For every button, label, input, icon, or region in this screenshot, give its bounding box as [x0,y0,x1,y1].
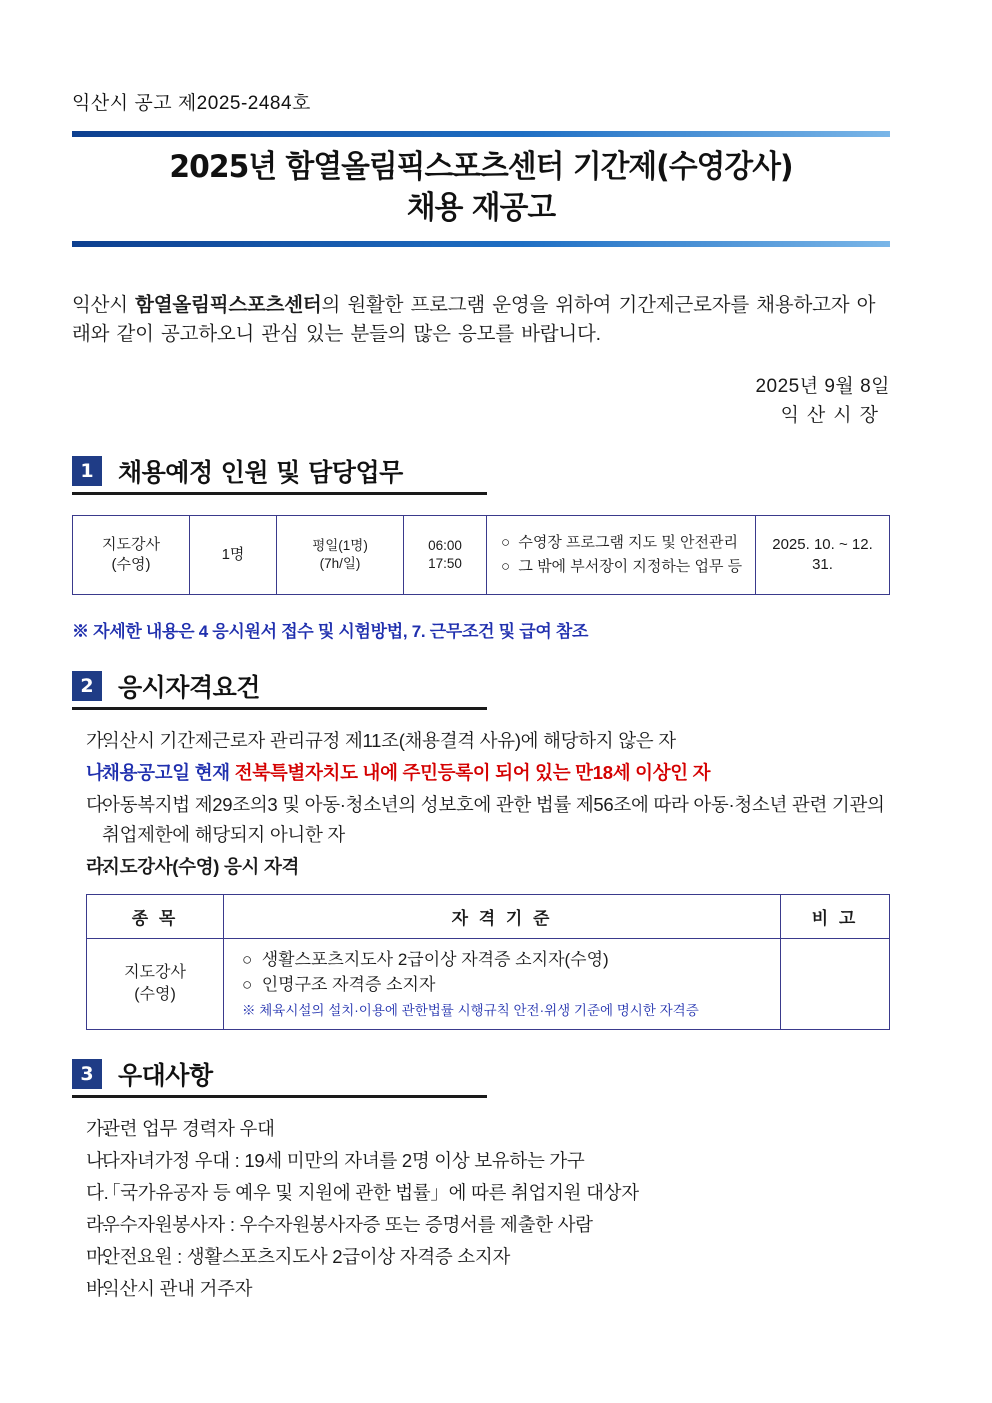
section-number-1: 1 [72,456,102,486]
intro-text-part1: 익산시 [72,293,136,316]
criteria-item: ○ 생활스포츠지도사 2급이상 자격증 소지자(수영) [242,949,609,969]
table-header-row [87,894,890,938]
criteria-item: ○ 인명구조 자격증 소지자 [242,975,436,995]
section-number-2: 2 [72,671,102,701]
document-number: 익산시 공고 제2025-2484호 [72,93,311,114]
intro-text-part2: 의 원활한 프로그램 운영을 위하여 기간제근로자를 채용하고자 아래와 같이 공고하오니 관심 있는 분들의 많은 응모를 바랍니다. [72,293,876,346]
section-title-1: 채용예정 인원 및 담당업무 [118,458,403,488]
list-item: 바. 익산시 관내 거주자 [86,1277,253,1299]
section-title-3: 우대사항 [118,1060,213,1090]
list-item: 나. 다자녀가정 우대 : 19세 미만의 자녀를 2명 이상 보유하는 가구 [86,1149,585,1171]
list-item: 라. 우수자원봉사자 : 우수자원봉사자증 또는 증명서를 제출한 사람 [86,1213,593,1235]
list-item: 다. 아동복지법 제29조의3 및 아동·청소년의 성보호에 관한 법률 제56조에 따라 아동·청소년 관련 기관의 취업제한에 해당되지 아니한 자 [86,793,885,845]
cell-period: 2025. 10. ~ 12. 31. [756,516,890,595]
section-heading-1 [72,453,487,495]
section-title-2: 응시자격요건 [118,672,260,702]
list-item: 나. 채용공고일 현재 전북특별자치도 내에 주민등록이 되어 있는 만18세 이상인 자 [86,761,711,783]
section-heading-2 [72,668,487,710]
section1-note: ※ 자세한 내용은 4 응시원서 접수 및 시험방법, 7. 근무조건 및 급여 참조 [72,621,589,641]
issue-date: 2025년 9월 8일 [755,376,890,398]
cell-remark [781,938,890,1029]
table-row [87,938,890,1029]
duty-item: ○ 그 밖에 부서장이 지정하는 업무 등 [501,557,743,575]
preference-list [72,1114,890,1304]
issuer-name: 익산시장 [780,405,886,427]
recruitment-table [72,515,890,595]
duty-item: ○ 수영장 프로그램 지도 및 안전관리 [501,534,738,552]
criteria-note: ※ 체육시설의 설치·이용에 관한법률 시행규칙 안전·위생 기준에 명시한 자격증 [242,1002,699,1018]
section-heading-3 [72,1056,487,1098]
page-title-line2: 채용 재공고 [406,189,556,226]
col-header-criteria: 자 격 기 준 [224,894,781,938]
col-header-category: 종 목 [87,894,224,938]
cell-schedule: 평일(1명) (7h/일) [277,516,404,595]
list-item: 다. 「국가유공자 등 예우 및 지원에 관한 법률」에 따른 취업지원 대상자 [86,1181,639,1203]
cell-criteria [224,938,781,1029]
intro-facility-name: 함열올림픽스포츠센터 [135,293,322,316]
page-title-line1: 2025년 함열올림픽스포츠센터 기간제(수영강사) [169,149,793,185]
table-row [73,516,890,595]
qualification-criteria-table [86,894,890,1030]
cell-headcount: 1명 [190,516,277,595]
document-body [72,0,890,1306]
list-item: 가. 익산시 기간제근로자 관리규정 제11조(채용결격 사유)에 해당하지 않은 자 [86,729,676,751]
cell-duties [487,516,756,595]
list-item: 라. 지도강사(수영) 응시 자격 [86,855,300,877]
list-item: 가. 관련 업무 경력자 우대 [86,1117,275,1139]
qualification-residency-prefix: 채용공고일 현재 [102,761,235,783]
cell-category: 지도강사 (수영) [87,938,224,1029]
title-block [72,131,890,247]
qualification-residency-highlight: 전북특별자치도 내에 주민등록이 되어 있는 만18세 이상인 자 [234,761,711,783]
section-number-3: 3 [72,1059,102,1089]
col-header-remark: 비 고 [781,894,890,938]
list-item: 마. 안전요원 : 생활스포츠지도사 2급이상 자격증 소지자 [86,1245,511,1267]
intro-paragraph [72,291,890,350]
cell-worktime: 06:00 17:50 [404,516,487,595]
qualification-list [72,726,890,882]
cell-job-title: 지도강사 (수영) [73,516,190,595]
